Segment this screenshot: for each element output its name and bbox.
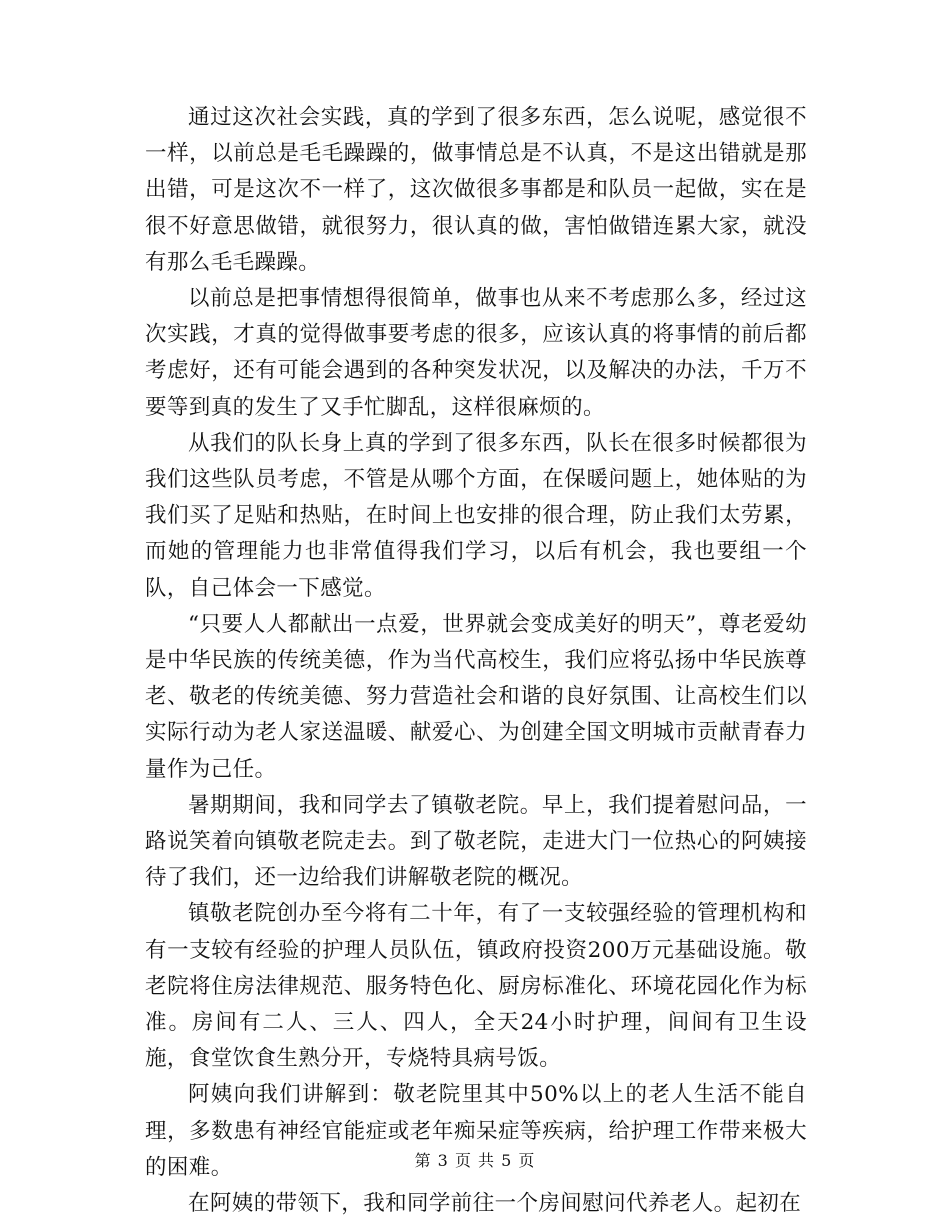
paragraph: 阿姨向我们讲解到：敬老院里其中50%以上的老人生活不能自理，多数患有神经官能症或老年痴呆症等疾病，给护理工作带来极大的困难。 (145, 1082, 807, 1180)
paragraph: 通过这次社会实践，真的学到了很多东西，怎么说呢，感觉很不一样，以前总是毛毛躁躁的，做事情总是不认真，不是这出错就是那出错，可是这次不一样了，这次做很多事都是和队员一起做，实在是很不好意思做错，就很努力，很认真的做，害怕做错连累大家，就没有那么毛毛躁躁。 (145, 105, 807, 275)
paragraph: 暑期期间，我和同学去了镇敬老院。早上，我们提着慰问品，一路说笑着向镇敬老院走去。到了敬老院，走进大门一位热心的阿姨接待了我们，还一边给我们讲解敬老院的概况。 (145, 792, 807, 891)
page-number-footer: 第 3 页 共 5 页 (414, 1151, 536, 1170)
document-body (145, 100, 807, 1222)
paragraph: 以前总是把事情想得很简单，做事也从来不考虑那么多，经过这次实践，才真的觉得做事要考虑的很多，应该认真的将事情的前后都考虑好，还有可能会遇到的各种突发状况，以及解决的办法，千万不要等到真的发生了又手忙脚乱，这样很麻烦的。 (145, 286, 807, 420)
paragraph: 镇敬老院创办至今将有二十年，有了一支较强经验的管理机构和有一支较有经验的护理人员队伍，镇政府投资200万元基础设施。敬老院将住房法律规范、服务特色化、厨房标准化、环境花园化作为标准。房间有二人、三人、四人，全天24小时护理，间间有卫生设施，食堂饮食生熟分开，专烧特具病号饭。 (145, 901, 807, 1072)
paragraph: 从我们的队长身上真的学到了很多东西，队长在很多时候都很为我们这些队员考虑，不管是从哪个方面，在保暖问题上，她体贴的为我们买了足贴和热贴，在时间上也安排的很合理，防止我们太劳累，而她的管理能力也非常值得我们学习，以后有机会，我也要组一个队，自己体会一下感觉。 (145, 430, 807, 601)
paragraph: “只要人人都献出一点爱，世界就会变成美好的明天”，尊老爱幼是中华民族的传统美德，作为当代高校生，我们应将弘扬中华民族尊老、敬老的传统美德、努力营造社会和谐的良好氛围、让高校生们以实际行动为老人家送温暖、献爱心、为创建全国文明城市贡献青春力量作为己任。 (145, 611, 807, 782)
paragraph: 在阿姨的带领下，我和同学前往一个房间慰问代养老人。起初在 (188, 1191, 802, 1217)
